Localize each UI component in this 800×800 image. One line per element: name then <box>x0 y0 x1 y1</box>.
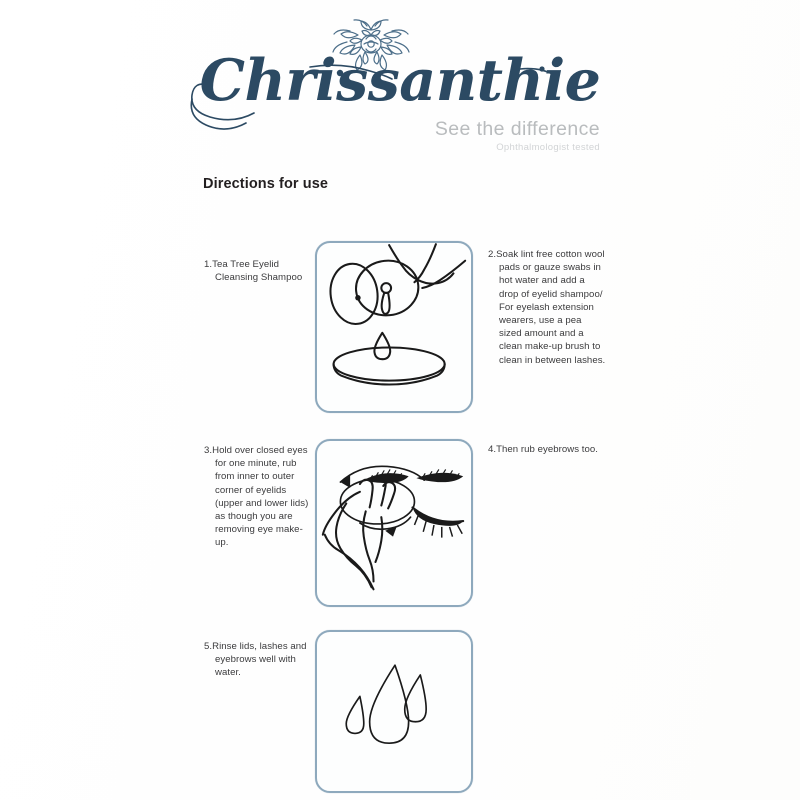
step-1-text <box>204 258 312 284</box>
bottle-dripping-onto-cotton-pad-illustration <box>315 241 473 413</box>
step-5-body: Rinse lids, lashes and eyebrows well with water. <box>212 641 307 679</box>
step-4-text <box>488 443 600 456</box>
step-2-number: 2. <box>488 249 497 260</box>
brand-tagline: See the difference <box>434 118 600 140</box>
step-4-body: Then rub eyebrows too. <box>496 444 598 455</box>
brand-logo-block <box>0 0 800 165</box>
step-2-text <box>488 248 606 367</box>
fingers-rubbing-closed-eye-illustration <box>315 439 473 607</box>
step-3-number: 3. <box>204 445 213 456</box>
step-4-number: 4. <box>488 444 497 455</box>
step-5-text <box>204 640 314 680</box>
step-1-body: Tea Tree Eyelid Cleansing Shampoo <box>212 259 303 284</box>
step-5-number: 5. <box>204 641 213 652</box>
brand-subtagline: Ophthalmologist tested <box>496 142 600 153</box>
step-1-number: 1. <box>204 259 213 270</box>
step-2-body: Soak lint free cotton wool pads or gauze swabs in hot water and add a drop of eyelid shampoo/ For eyelash extension wearers, use a pea sized amount and a clean make-up brush to clean in between lashes. <box>496 249 606 366</box>
step-3-text <box>204 444 310 550</box>
step-3-body: Hold over closed eyes for one minute, rub from inner to outer corner of eyelids (upper and lower lids) as though you are removing eye make-up. <box>212 445 309 549</box>
water-droplets-illustration <box>315 630 473 793</box>
page-title: Directions for use <box>203 176 329 192</box>
brand-name: Chrissanthie <box>199 47 601 114</box>
